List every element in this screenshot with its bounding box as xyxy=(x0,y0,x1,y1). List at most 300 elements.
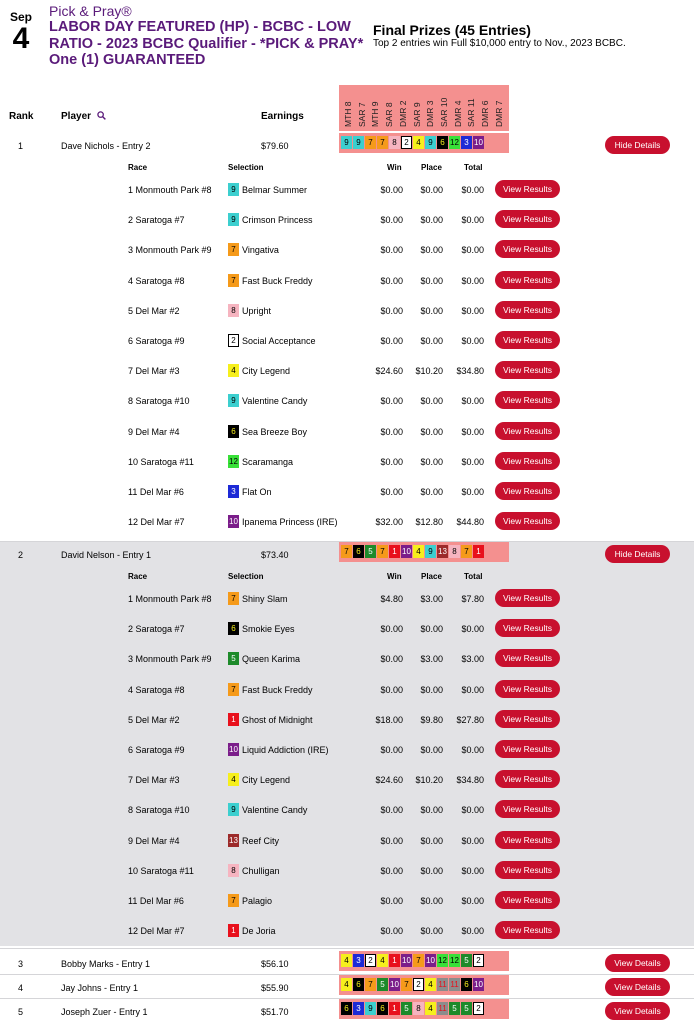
horse-number-badge: 4 xyxy=(228,773,239,786)
view-results-button[interactable]: View Results xyxy=(495,649,560,667)
place-amount: $0.00 xyxy=(420,245,443,256)
selection-badge: 4 xyxy=(425,978,436,991)
pick-badge-wrap xyxy=(228,834,241,847)
pick-badge-wrap xyxy=(228,304,241,317)
race-result-row xyxy=(0,825,694,855)
player-selections xyxy=(339,542,509,562)
date-day: 4 xyxy=(12,22,30,55)
selection-badge: 8 xyxy=(413,1002,424,1015)
player-name[interactable]: Joseph Zuer - Entry 1 xyxy=(61,1007,148,1017)
total-amount: $44.80 xyxy=(456,517,484,528)
leg-label: SAR 10 xyxy=(438,97,449,127)
race-name: 11 Del Mar #6 xyxy=(128,896,184,906)
player-name[interactable]: David Nelson - Entry 1 xyxy=(61,550,152,560)
race-result-row xyxy=(0,385,694,415)
selection-badge: 4 xyxy=(425,1002,436,1015)
horse-number-badge: 8 xyxy=(228,304,239,317)
legs-header xyxy=(339,85,509,131)
place-amount: $0.00 xyxy=(420,745,443,755)
horse-name: Vingativa xyxy=(242,245,279,256)
horse-number-badge: 10 xyxy=(229,517,238,527)
horse-number-badge: 7 xyxy=(228,274,239,287)
race-result-row xyxy=(0,613,694,643)
player-selections xyxy=(339,975,509,995)
pick-badge-wrap xyxy=(228,455,241,468)
player-name[interactable]: Dave Nichols - Entry 2 xyxy=(61,141,151,151)
view-results-button[interactable]: View Results xyxy=(495,482,560,500)
selection-badge: 7 xyxy=(365,136,376,149)
total-amount: $0.00 xyxy=(461,215,484,226)
detail-header-total: Total xyxy=(464,572,483,581)
selection-badge: 2 xyxy=(365,954,376,967)
detail-header-race: Race xyxy=(128,572,148,581)
horse-number-badge: 9 xyxy=(228,803,239,816)
detail-header-win: Win xyxy=(387,163,402,172)
place-amount: $0.00 xyxy=(420,426,443,437)
selection-badge: 8 xyxy=(389,136,400,149)
view-results-button[interactable]: View Results xyxy=(495,619,560,637)
prizes-detail: Top 2 entries win Full $10,000 entry to Nov., 2023 BCBC. xyxy=(373,38,626,49)
race-result-row xyxy=(0,794,694,824)
horse-name: Chulligan xyxy=(242,865,280,876)
pick-badge-wrap xyxy=(228,213,241,226)
view-results-button[interactable]: View Results xyxy=(495,512,560,530)
total-amount: $0.00 xyxy=(461,305,484,316)
player-earnings: $73.40 xyxy=(261,550,289,560)
selection-badge: 5 xyxy=(461,954,472,967)
view-results-button[interactable]: View Results xyxy=(495,210,560,228)
total-amount: $0.00 xyxy=(461,805,484,816)
selection-badge: 3 xyxy=(461,136,472,149)
pick-badge-wrap xyxy=(228,773,241,786)
horse-number-badge: 7 xyxy=(228,683,239,696)
win-amount: $24.60 xyxy=(375,775,403,786)
player-earnings: $79.60 xyxy=(261,141,289,151)
horse-number-badge: 9 xyxy=(228,213,239,226)
selection-badge: 3 xyxy=(353,954,364,967)
view-results-button[interactable]: View Results xyxy=(495,891,560,909)
race-result-row xyxy=(0,476,694,506)
view-results-button[interactable]: View Results xyxy=(495,180,560,198)
pick-badge-wrap xyxy=(228,622,241,635)
pick-badge-wrap xyxy=(228,334,241,347)
view-results-button[interactable]: View Results xyxy=(495,301,560,319)
selection-badge: 7 xyxy=(341,545,352,558)
view-results-button[interactable]: View Results xyxy=(495,861,560,879)
player-name[interactable]: Bobby Marks - Entry 1 xyxy=(61,959,151,969)
player-earnings: $56.10 xyxy=(261,959,289,969)
win-amount: $0.00 xyxy=(380,624,403,635)
horse-name: City Legend xyxy=(242,775,291,786)
place-amount: $9.80 xyxy=(420,714,443,725)
pick-badge-wrap xyxy=(228,274,241,287)
win-amount: $0.00 xyxy=(380,896,403,906)
leg-label: DMR 4 xyxy=(452,100,463,127)
win-amount: $0.00 xyxy=(380,654,403,665)
race-name: 4 Saratoga #8 xyxy=(128,684,185,695)
race-name: 7 Del Mar #3 xyxy=(128,366,180,377)
race-result-row xyxy=(0,734,694,764)
horse-name: De Joria xyxy=(242,926,276,937)
horse-number-badge: 7 xyxy=(228,592,239,605)
horse-number-badge: 7 xyxy=(228,894,239,907)
leg-label: DMR 6 xyxy=(480,100,490,127)
horse-number-badge: 1 xyxy=(228,713,239,726)
view-results-button[interactable]: View Results xyxy=(495,921,560,939)
selection-badge: 7 xyxy=(413,954,424,967)
win-amount: $0.00 xyxy=(380,245,403,256)
race-name: 8 Saratoga #10 xyxy=(128,805,190,816)
horse-number-badge: 13 xyxy=(229,835,238,845)
selection-badge: 7 xyxy=(461,545,472,558)
search-icon[interactable] xyxy=(97,111,106,120)
player-rank: 2 xyxy=(18,550,24,560)
pick-badge-wrap xyxy=(228,425,241,438)
win-amount: $0.00 xyxy=(380,336,403,346)
player-row xyxy=(0,1002,694,1024)
total-amount: $0.00 xyxy=(461,745,484,755)
hide-details-button[interactable]: Hide Details xyxy=(605,545,670,563)
race-name: 12 Del Mar #7 xyxy=(128,926,185,937)
view-results-button[interactable]: View Results xyxy=(495,391,560,409)
player-rank: 4 xyxy=(18,983,24,993)
race-name: 9 Del Mar #4 xyxy=(128,426,180,437)
contest-title-line-1: LABOR DAY FEATURED (HP) - BCBC - LOW xyxy=(49,19,351,35)
total-amount: $0.00 xyxy=(461,336,484,346)
pick-badge-wrap xyxy=(228,864,241,877)
horse-name: Reef City xyxy=(242,835,280,846)
place-amount: $12.80 xyxy=(415,517,443,528)
selection-badge: 6 xyxy=(353,545,364,558)
player-row xyxy=(0,136,694,160)
win-amount: $4.80 xyxy=(380,594,403,604)
pick-badge-wrap xyxy=(228,592,241,605)
win-amount: $0.00 xyxy=(380,805,403,816)
leg-header xyxy=(465,85,477,127)
win-amount: $0.00 xyxy=(380,275,403,286)
selection-badge: 6 xyxy=(353,978,364,991)
place-amount: $0.00 xyxy=(420,275,443,286)
place-amount: $3.00 xyxy=(420,594,443,604)
win-amount: $0.00 xyxy=(380,305,403,316)
view-results-button[interactable]: View Results xyxy=(495,240,560,258)
leg-header xyxy=(493,85,505,127)
race-result-row xyxy=(0,446,694,476)
pick-badge-wrap xyxy=(228,183,241,196)
horse-name: Ipanema Princess (IRE) xyxy=(242,517,338,528)
total-amount: $0.00 xyxy=(461,926,484,937)
place-amount: $10.20 xyxy=(415,775,443,786)
place-amount: $0.00 xyxy=(420,835,443,846)
detail-header-total: Total xyxy=(464,163,483,172)
race-name: 6 Saratoga #9 xyxy=(128,336,185,346)
selection-badge: 12 xyxy=(450,138,459,147)
date-month: Sep xyxy=(9,10,32,24)
race-result-row xyxy=(0,234,694,264)
place-amount: $0.00 xyxy=(420,865,443,876)
place-amount: $0.00 xyxy=(420,305,443,316)
selection-badge: 6 xyxy=(341,1002,352,1015)
selection-badge: 11 xyxy=(450,980,459,989)
player-earnings: $55.90 xyxy=(261,983,289,993)
leg-header xyxy=(438,85,450,127)
win-amount: $0.00 xyxy=(380,684,403,695)
win-amount: $0.00 xyxy=(380,456,403,467)
row-divider xyxy=(0,948,694,949)
leg-header xyxy=(356,85,368,127)
horse-name: Shiny Slam xyxy=(242,594,288,604)
place-amount: $10.20 xyxy=(415,366,443,377)
detail-header-place: Place xyxy=(421,572,442,581)
race-name: 9 Del Mar #4 xyxy=(128,835,180,846)
race-name: 7 Del Mar #3 xyxy=(128,775,180,786)
horse-number-badge: 3 xyxy=(228,485,239,498)
total-amount: $0.00 xyxy=(461,275,484,286)
pick-badge-wrap xyxy=(228,743,241,756)
player-selections xyxy=(339,133,509,153)
detail-header-place: Place xyxy=(421,163,442,172)
view-results-button[interactable]: View Results xyxy=(495,831,560,849)
player-rank: 5 xyxy=(18,1007,24,1017)
selection-badge: 3 xyxy=(353,1002,364,1015)
race-name: 5 Del Mar #2 xyxy=(128,305,180,316)
win-amount: $0.00 xyxy=(380,745,403,755)
player-earnings: $51.70 xyxy=(261,1007,289,1017)
leg-label: SAR 9 xyxy=(411,102,422,127)
selection-badge: 4 xyxy=(341,978,352,991)
selection-badge: 5 xyxy=(401,1002,412,1015)
place-amount: $0.00 xyxy=(420,185,443,195)
win-amount: $24.60 xyxy=(375,366,403,377)
selection-badge: 7 xyxy=(377,136,388,149)
total-amount: $0.00 xyxy=(461,245,484,256)
win-amount: $0.00 xyxy=(380,926,403,937)
detail-header-race: Race xyxy=(128,163,148,172)
pick-badge-wrap xyxy=(228,364,241,377)
race-name: 4 Saratoga #8 xyxy=(128,275,185,286)
earnings-column-header: Earnings xyxy=(261,111,304,122)
place-amount: $0.00 xyxy=(420,684,443,695)
selection-badge: 10 xyxy=(474,138,483,147)
view-results-button[interactable]: View Results xyxy=(495,710,560,728)
race-name: 6 Saratoga #9 xyxy=(128,745,185,755)
leg-header xyxy=(452,85,464,127)
race-name: 8 Saratoga #10 xyxy=(128,396,190,407)
race-name: 1 Monmouth Park #8 xyxy=(128,594,212,604)
selection-badge: 6 xyxy=(437,136,448,149)
player-rank: 1 xyxy=(18,141,24,151)
view-results-button[interactable]: View Results xyxy=(495,271,560,289)
total-amount: $34.80 xyxy=(456,775,484,786)
player-name[interactable]: Jay Johns - Entry 1 xyxy=(61,983,139,993)
contest-title-line-2: RATIO - 2023 BCBC Qualifier - *PICK & PRAY* xyxy=(49,35,364,52)
horse-number-badge: 1 xyxy=(228,924,239,937)
leg-label: DMR 2 xyxy=(397,100,408,127)
race-name: 5 Del Mar #2 xyxy=(128,714,180,725)
pick-badge-wrap xyxy=(228,243,241,256)
view-details-button[interactable]: View Details xyxy=(605,978,670,996)
leg-label: DMR 3 xyxy=(425,100,436,127)
race-result-row xyxy=(0,265,694,295)
final-prizes xyxy=(373,22,693,49)
horse-name: Valentine Candy xyxy=(242,396,308,407)
race-result-row xyxy=(0,885,694,915)
leg-header xyxy=(479,85,491,127)
selection-badge: 4 xyxy=(413,136,424,149)
horse-number-badge: 2 xyxy=(228,334,239,347)
total-amount: $0.00 xyxy=(461,684,484,695)
race-result-row xyxy=(0,764,694,794)
hide-details-button[interactable]: Hide Details xyxy=(605,136,670,154)
leg-label: MTH 8 xyxy=(343,101,353,127)
leg-header xyxy=(369,85,381,127)
place-amount: $0.00 xyxy=(420,396,443,407)
leg-label: MTH 9 xyxy=(370,101,381,127)
horse-number-badge: 6 xyxy=(228,622,239,635)
place-amount: $0.00 xyxy=(420,456,443,467)
selection-badge: 8 xyxy=(449,545,460,558)
race-result-row xyxy=(0,674,694,704)
place-amount: $0.00 xyxy=(420,926,443,937)
win-amount: $0.00 xyxy=(380,835,403,846)
view-results-button[interactable]: View Results xyxy=(495,589,560,607)
view-results-button[interactable]: View Results xyxy=(495,740,560,758)
horse-name: Queen Karima xyxy=(242,654,301,665)
selection-badge: 11 xyxy=(438,1004,447,1013)
horse-name: Flat On xyxy=(242,487,272,497)
selection-badge: 4 xyxy=(377,954,388,967)
horse-number-badge: 6 xyxy=(228,425,239,438)
leg-label: SAR 7 xyxy=(356,102,367,127)
pick-badge-wrap xyxy=(228,803,241,816)
pick-badge-wrap xyxy=(228,924,241,937)
win-amount: $0.00 xyxy=(380,215,403,226)
selection-badge: 9 xyxy=(365,1002,376,1015)
total-amount: $34.80 xyxy=(456,366,484,377)
race-result-row xyxy=(0,704,694,734)
player-selections xyxy=(339,951,509,971)
leg-header xyxy=(424,85,436,127)
view-results-button[interactable]: View Results xyxy=(495,800,560,818)
view-results-button[interactable]: View Results xyxy=(495,422,560,440)
race-name: 3 Monmouth Park #9 xyxy=(128,654,212,665)
horse-number-badge: 7 xyxy=(228,243,239,256)
view-results-button[interactable]: View Results xyxy=(495,452,560,470)
horse-number-badge: 9 xyxy=(228,183,239,196)
race-result-row xyxy=(0,915,694,945)
race-result-row xyxy=(0,204,694,234)
view-details-button[interactable]: View Details xyxy=(605,954,670,972)
win-amount: $0.00 xyxy=(380,865,403,876)
horse-name: City Legend xyxy=(242,366,291,377)
pick-badge-wrap xyxy=(228,894,241,907)
selection-badge: 12 xyxy=(450,956,459,965)
selection-badge: 1 xyxy=(389,545,400,558)
view-results-button[interactable]: View Results xyxy=(495,331,560,349)
race-result-row xyxy=(0,295,694,325)
horse-number-badge: 4 xyxy=(228,364,239,377)
leg-label: DMR 7 xyxy=(493,100,504,127)
horse-name: Smokie Eyes xyxy=(242,624,295,635)
race-result-row xyxy=(0,416,694,446)
view-results-button[interactable]: View Results xyxy=(495,770,560,788)
horse-name: Liquid Addiction (IRE) xyxy=(242,745,329,755)
view-results-button[interactable]: View Results xyxy=(495,361,560,379)
horse-name: Upright xyxy=(242,305,272,316)
selection-badge: 2 xyxy=(401,136,412,149)
place-amount: $0.00 xyxy=(420,896,443,906)
contest-title-line-3: One (1) GUARANTEED xyxy=(49,52,206,68)
horse-name: Scaramanga xyxy=(242,456,294,467)
selection-badge: 4 xyxy=(413,545,424,558)
leg-label: SAR 8 xyxy=(384,102,395,127)
selection-badge: 10 xyxy=(390,980,399,989)
leg-header xyxy=(342,85,354,127)
pick-badge-wrap xyxy=(228,485,241,498)
total-amount: $0.00 xyxy=(461,865,484,876)
rank-column-header: Rank xyxy=(9,111,34,122)
selection-badge: 2 xyxy=(473,954,484,967)
win-amount: $0.00 xyxy=(380,185,403,195)
total-amount: $0.00 xyxy=(461,185,484,195)
leg-label: SAR 11 xyxy=(466,98,477,127)
view-details-button[interactable]: View Details xyxy=(605,1002,670,1020)
player-column-header: Player xyxy=(61,111,92,122)
race-name: 2 Saratoga #7 xyxy=(128,624,185,635)
pick-badge-wrap xyxy=(228,713,241,726)
horse-name: Valentine Candy xyxy=(242,805,308,816)
detail-header-win: Win xyxy=(387,572,402,581)
selection-badge: 12 xyxy=(438,956,447,965)
selection-badge: 6 xyxy=(377,1002,388,1015)
total-amount: $0.00 xyxy=(461,426,484,437)
win-amount: $0.00 xyxy=(380,396,403,407)
pick-badge-wrap xyxy=(228,515,241,528)
player-row xyxy=(0,545,694,569)
race-result-row xyxy=(0,174,694,204)
win-amount: $32.00 xyxy=(375,517,403,528)
race-name: 12 Del Mar #7 xyxy=(128,517,185,528)
total-amount: $0.00 xyxy=(461,487,484,497)
selection-badge: 6 xyxy=(461,978,472,991)
race-result-row xyxy=(0,355,694,385)
race-result-row xyxy=(0,583,694,613)
pick-badge-wrap xyxy=(228,394,241,407)
win-amount: $0.00 xyxy=(380,487,403,497)
total-amount: $0.00 xyxy=(461,896,484,906)
place-amount: $0.00 xyxy=(420,487,443,497)
view-results-button[interactable]: View Results xyxy=(495,680,560,698)
race-name: 2 Saratoga #7 xyxy=(128,215,185,226)
total-amount: $27.80 xyxy=(456,714,484,725)
total-amount: $0.00 xyxy=(461,835,484,846)
win-amount: $18.00 xyxy=(375,714,403,725)
selection-badge: 13 xyxy=(438,547,447,556)
race-name: 11 Del Mar #6 xyxy=(128,487,184,497)
race-result-row xyxy=(0,506,694,536)
selection-badge: 10 xyxy=(474,980,483,989)
horse-name: Social Acceptance xyxy=(242,336,316,346)
selection-badge: 9 xyxy=(341,136,352,149)
selection-badge: 10 xyxy=(426,956,435,965)
horse-number-badge: 8 xyxy=(228,864,239,877)
horse-name: Crimson Princess xyxy=(242,215,313,226)
selection-badge: 1 xyxy=(389,1002,400,1015)
place-amount: $0.00 xyxy=(420,805,443,816)
detail-header-selection: Selection xyxy=(228,163,264,172)
horse-number-badge: 12 xyxy=(229,456,238,466)
total-amount: $7.80 xyxy=(461,594,484,604)
